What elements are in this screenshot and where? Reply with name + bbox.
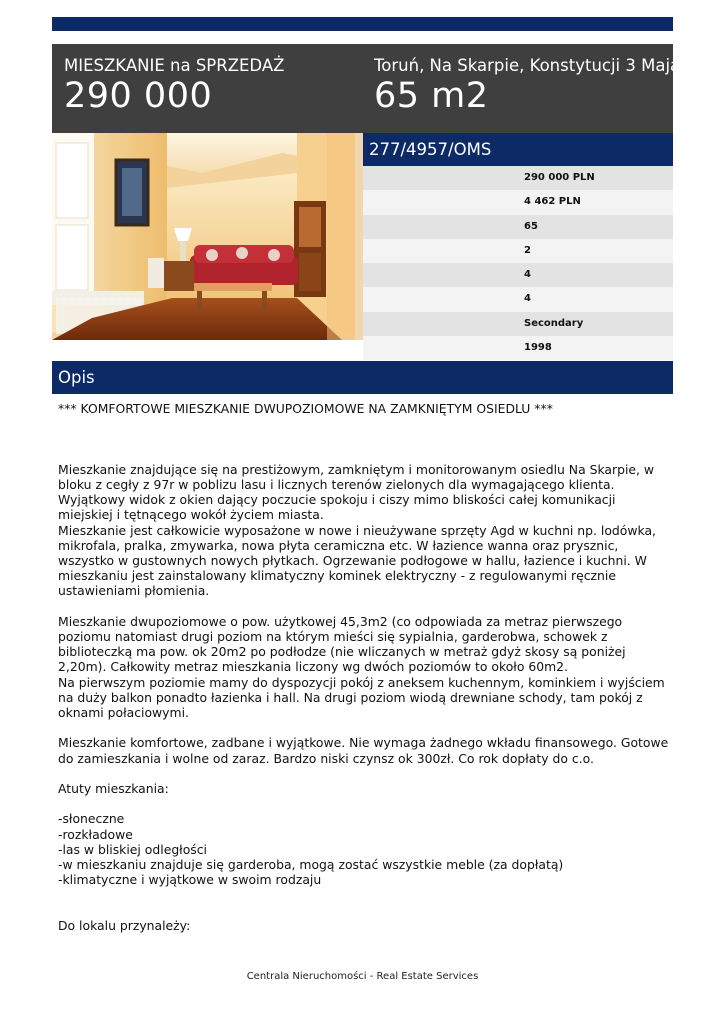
detail-area: 65 [363, 215, 673, 239]
details-table [363, 166, 673, 360]
detail-year-built: 1998 [363, 336, 673, 360]
detail-price-per-m2: 4 462 PLN [363, 190, 673, 214]
apartment-photo-illustration [52, 133, 363, 340]
detail-rooms: 2 [363, 239, 673, 263]
description-text: *** KOMFORTOWE MIESZKANIE DWUPOZIOMOWE NA ZAMKNIĘTYM OSIEDLU *** Mieszkanie znajdujące się na prestiżowym, zamkniętym i monitorowanym osiedlu Na Skarpie, w bloku z cegły z 97r w poblizu lasu i licznych terenów zielonych dla wymagającego klienta. Wyjątkowy widok z okien dający poczucie spokoju i ciszy mimo bliskości całej komunikacji miejskiej i tętnącego wokół życiem miasta. Mieszkanie jest całkowicie wyposażone w nowe i nieużywane sprzęty Agd w kuchni np. lodówka, mikrofala, pralka, zmywarka, nowa płyta ceramiczna etc. W łazience wanna oraz prysznic, wszystko w gustownych nowych płytkach. Ogrzewanie podłogowe w hallu, łazience i kuchni. W mieszkaniu jest zainstalowany klimatyczny kominek elektryczny - z regulowanymi ręcznie ustawieniami płomienia. Mieszkanie dwupoziomowe o pow. użytkowej 45,3m2 (co odpowiada za metraz pierwszego poziomu natomiast drugi poziom na którym mieści się sypialnia, garderobwa, schowek z biblioteczką ma pow. ok 20m2 po podłodze (nie wliczanych w metraż gdyż skosy są poniżej 2,20m). Całkowity metraz mieszkania liczony wg dwóch poziomów to około 60m2. Na pierwszym poziomie mamy do dyspozycji pokój z aneksem kuchennym, kominkiem i wyjściem na duży balkon ponadto łazienka i hall. Na drugi poziom wiodą drewniane schody, tam pokój z oknami połaciowymi. Mieszkanie komfortowe, zadbane i wyjątkowe. Nie wymaga żadnego wkładu finansowego. Gotowe do zamieszkania i wolne od zaraz. Bardzo niski czynsz ok 300zł. Co rok dopłaty do c.o. Atuty mieszkania: -słoneczne -rozkładowe -las w bliskiej odległości -w mieszkaniu znajduje się garderoba, mogą zostać wszystkie meble (za dopłatą) -klimatyczne i wyjątkowe w swoim rodzaju Do lokalu przynależy: [58, 401, 669, 933]
listing-type: MIESZKANIE na SPRZEDAŻ [64, 56, 285, 75]
top-accent-bar [52, 17, 673, 31]
description [58, 401, 670, 933]
section-title: Opis [52, 361, 673, 394]
detail-price: 290 000 PLN [363, 166, 673, 190]
detail-market: Secondary [363, 312, 673, 336]
header-right [374, 56, 680, 116]
footer: Centrala Nieruchomości - Real Estate Services [246, 971, 479, 982]
detail-floor: 4 [363, 263, 673, 287]
detail-floors-total: 4 [363, 287, 673, 311]
listing-area: 65 m2 [374, 76, 489, 116]
apartment-photo [52, 133, 363, 340]
header-left [64, 56, 284, 116]
listing-location: Toruń, Na Skarpie, Konstytucji 3 Maja [374, 56, 681, 75]
reference-number: 277/4957/OMS [363, 133, 673, 166]
listing-header [52, 44, 681, 133]
listing-price: 290 000 [64, 76, 213, 116]
